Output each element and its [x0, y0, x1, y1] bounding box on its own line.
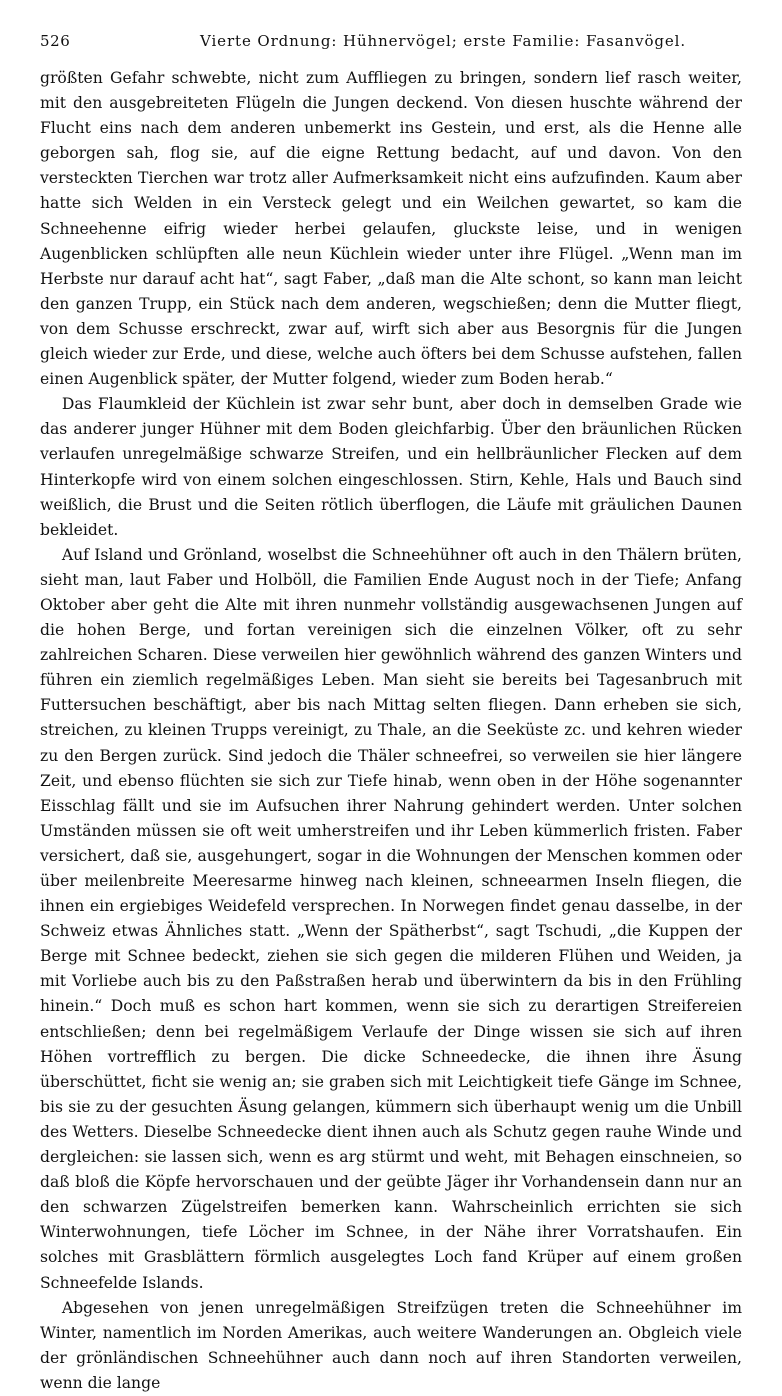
running-header [40, 32, 742, 58]
paragraph-down-plumage: Das Flaumkleid der Küchlein ist zwar sehr bunt, aber doch in demselben Grade wie das anderer junger Hühner mit dem Boden gleichfarbig. Über den bräunlichen Rücken verlaufen unregelmäßige schwarze Streifen, und ein hellbräunlicher Flecken auf dem Hinterkopfe wird von einem solchen eingeschlossen. Stirn, Kehle, Hals und Bauch sind weißlich, die Brust und die Seiten rötlich überflogen, die Läufe mit gräulichen Daunen bekleidet. [40, 395, 742, 539]
paragraph-winter-behavior: Auf Island und Grönland, woselbst die Schneehühner oft auch in den Thälern brüten, sieht man, laut Faber und Holböll, die Familien Ende August noch in der Tiefe; Anfang Oktober aber geht die Alte mit ihren nunmehr vollständig ausgewachsenen Jungen auf die hohen Berge, und fortan vereinigen sich die einzelnen Völker, oft zu sehr zahlreichen Scharen. Diese verweilen hier gewöhnlich während des ganzen Winters und führen ein ziemlich regelmäßiges Leben. Man sieht sie bereits bei Tagesanbruch mit Futtersuchen beschäftigt, aber bis nach Mittag selten fliegen. Dann erheben sie sich, streichen, zu kleinen Trupps vereinigt, zu Thale, an die Seeküste zc. und kehren wieder zu den Bergen zurück. Sind jedoch die Thäler schneefrei, so verweilen sie hier längere Zeit, und ebenso flüchten sie sich zur Tiefe hinab, wenn oben in der Höhe sogenannter Eisschlag fällt und sie im Aufsuchen ihrer Nahrung gehindert werden. Unter solchen Umständen müssen sie oft weit umherstreifen und ihr Leben kümmerlich fristen. Faber versichert, daß sie, ausgehungert, sogar in die Wohnungen der Menschen kommen oder über meilenbreite Meeresarme hinweg nach kleinen, schneearmen Inseln fliegen, die ihnen ein ergiebiges Weidefeld versprechen. In Norwegen findet genau dasselbe, in der Schweiz etwas Ähnliches statt. „Wenn der Spätherbst“, sagt Tschudi, „die Kuppen der Berge mit Schnee bedeckt, ziehen sie sich gegen die milderen Flühen und Weiden, ja mit Vorliebe auch bis zu den Paßstraßen herab und überwintern da bis in den Frühling hinein.“ Doch muß es schon hart kommen, wenn sie sich zu derartigen Streifereien entschließen; denn bei regelmäßigem Verlaufe der Dinge wissen sie sich auf ihren Höhen vortrefflich zu bergen. Die dicke Schneedecke, die ihnen ihre Äsung überschüttet, ficht sie wenig an; sie graben sich mit Leichtigkeit tiefe Gänge im Schnee, bis sie zu der gesuchten Äsung gelangen, kümmern sich überhaupt wenig um die Unbill des Wetters. Dieselbe Schneedecke dient ihnen auch als Schutz gegen rauhe Winde und dergleichen: sie lassen sich, wenn es arg stürmt und weht, mit Behagen einschneien, so daß bloß die Köpfe hervorschauen und der geübte Jäger ihr Vorhandensein dann nur an den schwarzen Zügelstreifen bemerken kann. Wahrscheinlich errichten sie sich Winterwohnungen, tiefe Löcher im Schnee, in der Nähe ihrer Vorratshaufen. Ein solches mit Grasblättern förmlich ausgelegtes Loch fand Krüper auf einem großen Schneefelde Islands. [40, 545, 742, 1292]
paragraph-continuation: größten Gefahr schwebte, nicht zum Auffliegen zu bringen, sondern lief rasch weiter, mit den ausgebreiteten Flügeln die Jungen deckend. Von diesen huschte während der Flucht eins nach dem anderen unbemerkt ins Gestein, und erst, als die Henne alle geborgen sah, flog sie, auf die eigne Rettung bedacht, auf und davon. Von den versteckten Tierchen war trotz aller Aufmerksamkeit nicht eins aufzufinden. Kaum aber hatte sich Welden in ein Versteck gelegt und ein Weilchen gewartet, so kam die Schneehenne eifrig wieder herbei gelaufen, gluckste leise, und in wenigen Augenblicken schlüpften alle neun Küchlein wieder unter ihre Flügel. „Wenn man im Herbste nur darauf acht hat“, sagt Faber, „daß man die Alte schont, so kann man leicht den ganzen Trupp, ein Stück nach dem anderen, wegschießen; denn die Mutter fliegt, von dem Schusse erschreckt, zwar auf, wirft sich aber aus Besorgnis für die Jungen gleich wieder zur Erde, und diese, welche auch öfters bei dem Schusse aufstehen, fallen einen Augenblick später, der Mutter folgend, wieder zum Boden herab.“ [40, 69, 742, 389]
running-title: Vierte Ordnung: Hühnervögel; erste Familie: Fasanvögel. [200, 32, 687, 50]
body-text [40, 66, 742, 1396]
paragraph-migrations: Abgesehen von jenen unregelmäßigen Streifzügen treten die Schneehühner im Winter, namentlich im Norden Amerikas, auch weitere Wanderungen an. Obgleich viele der grönländischen Schneehühner auch dann noch auf ihren Standorten verweilen, wenn die lange [40, 1298, 742, 1392]
page-number: 526 [40, 32, 71, 50]
